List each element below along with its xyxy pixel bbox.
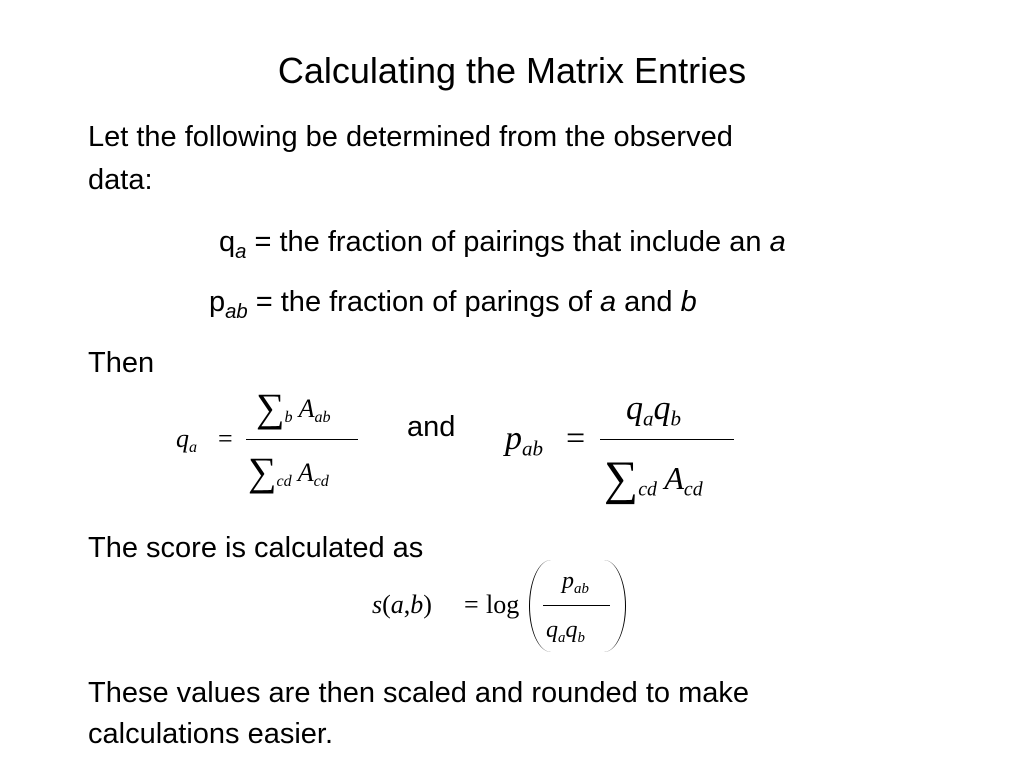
def-p-and: and (616, 286, 681, 318)
def-p-symbol: p (209, 286, 226, 318)
sum-icon: ∑ (256, 385, 285, 430)
def-p-text: = the fraction of parings of (247, 286, 600, 318)
sum-icon: ∑ (604, 452, 639, 505)
eq2-fraction-bar (600, 439, 734, 440)
def-q-var: a (769, 226, 786, 258)
eq1-numerator: $\sum_b$ $A_{ab}$ (256, 385, 331, 430)
def-p-var2: b (680, 286, 697, 318)
eq2-numerator: $q_aq_b$ (626, 390, 682, 431)
def-p-subscript: ab (225, 301, 248, 324)
score-label: The score is calculated as (88, 532, 424, 564)
def-q-symbol: q (219, 226, 236, 258)
page-title: Calculating the Matrix Entries (277, 50, 747, 91)
eq1-lhs: $q_a$ (176, 424, 198, 457)
eq1-denominator: $\sum_{cd}$ $A_{cd}$ (248, 449, 329, 494)
eq3-lhs: s(a,b) (372, 590, 432, 619)
eq2-denominator: $\sum_{cd}$ $A_{cd}$ (604, 452, 703, 505)
definition-q (219, 222, 786, 272)
right-paren (603, 560, 626, 652)
and-label: and (407, 411, 456, 443)
def-p-var1: a (599, 286, 617, 318)
outro-line-2: calculations easier. (88, 718, 334, 750)
eq3-fraction-bar (543, 605, 610, 606)
eq3-denominator: $q_aq_b$ (546, 617, 585, 646)
eq3-numerator: $p_{ab}$ (562, 568, 589, 597)
eq1-fraction-bar (246, 439, 358, 440)
def-q-subscript: a (235, 241, 247, 264)
then-label: Then (88, 347, 155, 379)
intro-line-1: Let the following be determined from the observed (88, 121, 733, 153)
outro-line-1: These values are then scaled and rounded to make (88, 677, 749, 709)
sum-icon: ∑ (248, 449, 277, 494)
eq1-equals: = (218, 424, 233, 453)
definition-p (209, 282, 697, 332)
eq2-equals: = (566, 420, 586, 457)
eq3-log: log (486, 590, 520, 619)
intro-line-2: data: (88, 164, 153, 196)
def-q-text: = the fraction of pairings that include an (246, 226, 770, 258)
eq3-equals: = (464, 590, 479, 619)
eq2-lhs: $p_{ab}$ (505, 420, 544, 461)
